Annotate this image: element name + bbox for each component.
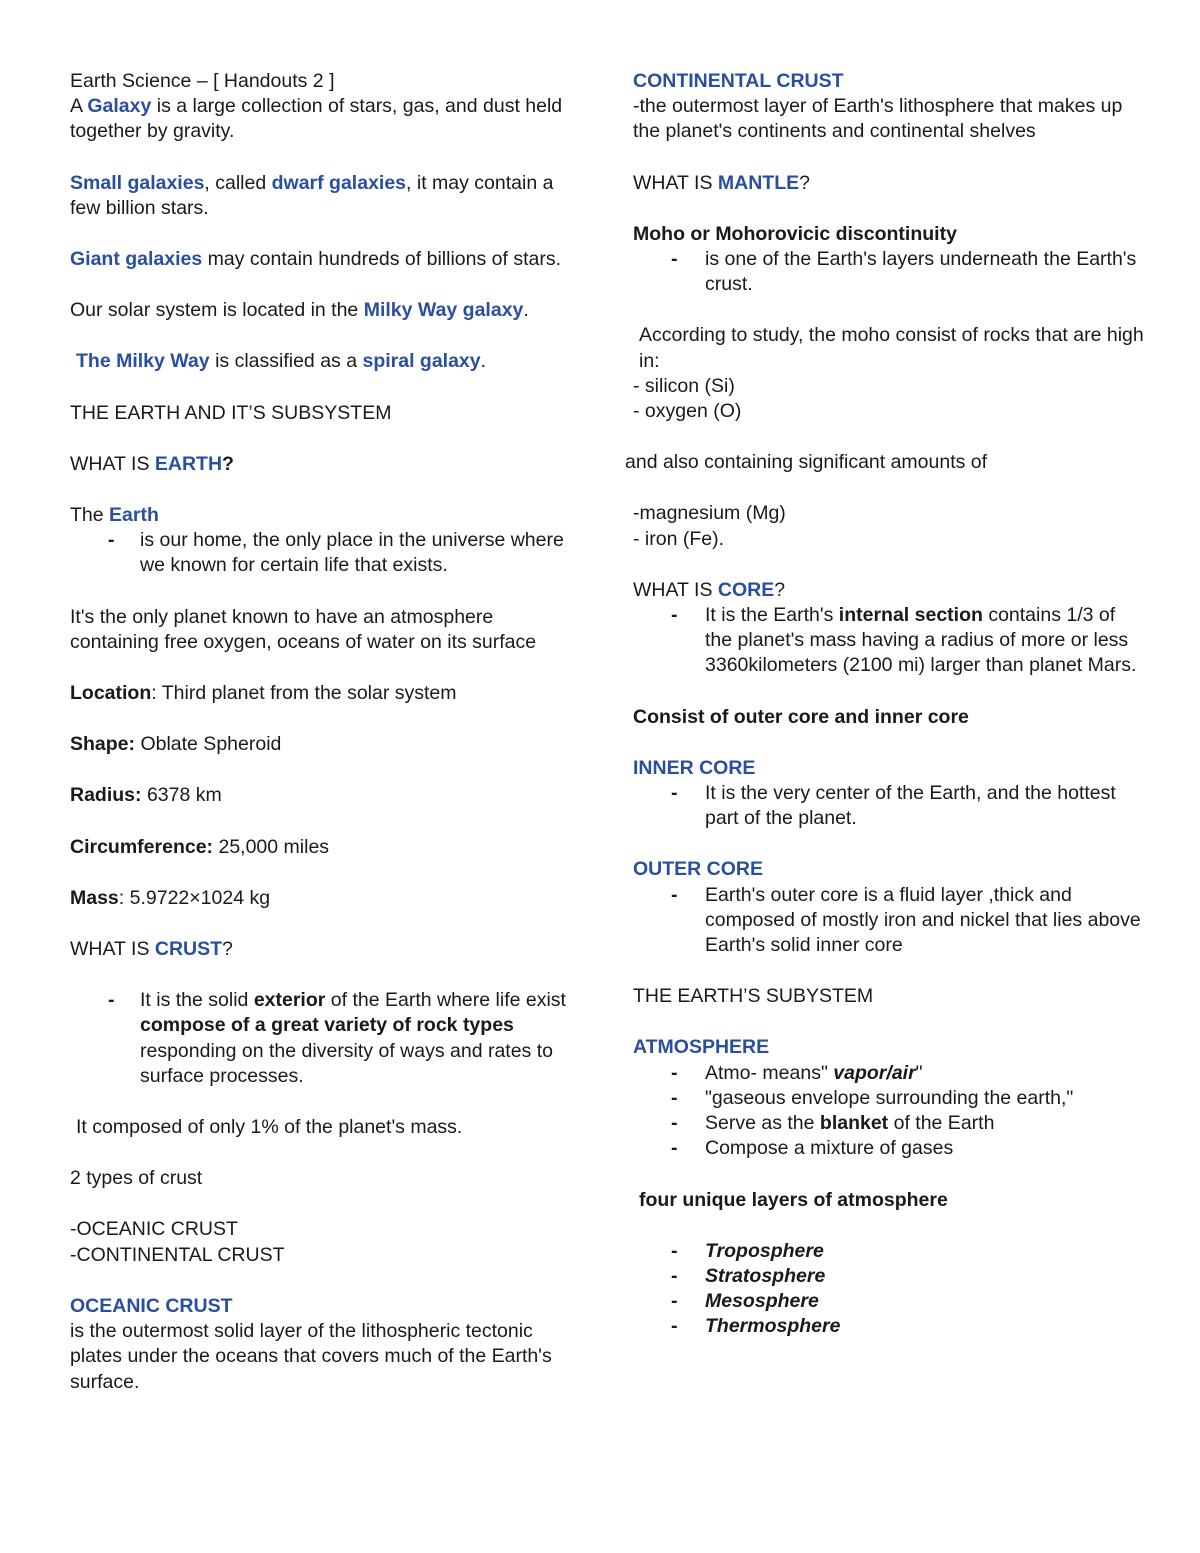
earth-bullet	[62, 528, 582, 578]
crust-mass-paragraph: It composed of only 1% of the planet's mass.	[76, 1116, 463, 1139]
atmosphere-bullet	[625, 1086, 1145, 1111]
giant-galaxies-term: Giant galaxies	[70, 248, 203, 271]
text: Serve as the	[705, 1112, 820, 1135]
small-galaxies-term: Small galaxies	[70, 171, 205, 194]
text: "	[915, 1061, 923, 1084]
layer-item	[625, 1314, 1145, 1339]
bold-text: internal section	[838, 604, 983, 627]
core-term: CORE	[717, 578, 775, 601]
bullet-dash-icon: -	[671, 604, 678, 627]
bullet-dash-icon: -	[671, 1264, 678, 1287]
text: , called	[204, 171, 272, 194]
what-is-core-heading	[625, 578, 1145, 603]
text: WHAT IS	[70, 452, 155, 475]
fact-value: Third planet from the solar system	[161, 682, 457, 705]
text: Compose a mixture of gases	[705, 1137, 954, 1160]
text: may contain hundreds of billions of stars.	[202, 248, 562, 271]
continental-crust-heading	[625, 69, 1145, 94]
text: OUTER CORE	[633, 858, 764, 881]
atmosphere-bullet	[625, 1136, 1145, 1161]
fact-label: Radius:	[70, 784, 142, 807]
text: ?	[774, 578, 786, 601]
fact-radius	[62, 783, 582, 808]
text: , it may contain a few billion stars.	[70, 171, 554, 219]
layer-item	[625, 1289, 1145, 1314]
fact-label: Location	[70, 682, 152, 705]
fact-circumference	[62, 835, 582, 860]
atmosphere-heading	[625, 1035, 1145, 1060]
layer-item	[625, 1264, 1145, 1289]
layer-item	[625, 1239, 1145, 1264]
text: It is the solid	[140, 989, 254, 1012]
bold-text: blanket	[819, 1112, 889, 1135]
text: of the Earth	[888, 1112, 995, 1135]
element-item: -magnesium (Mg)	[633, 502, 786, 525]
left-column	[62, 69, 582, 1395]
fact-label: Shape:	[70, 733, 136, 756]
bullet-dash-icon: -	[671, 1137, 678, 1160]
outer-core-heading	[625, 857, 1145, 882]
fact-label: Circumference:	[70, 835, 214, 858]
bullet-dash-icon: -	[671, 1086, 678, 1109]
core-consist-heading: Consist of outer core and inner core	[633, 705, 969, 728]
text: Earth's outer core is a fluid layer ,thick and composed of mostly iron and nickel that lies above Earth's solid inner core	[705, 883, 1141, 957]
text: ?	[222, 938, 233, 961]
fact-mass	[62, 886, 582, 911]
galaxy-definition	[62, 94, 582, 144]
text: WHAT IS	[633, 578, 718, 601]
moho-heading: Moho or Mohorovicic discontinuity	[633, 222, 957, 245]
what-is-earth-heading	[62, 452, 582, 477]
milky-way-term: The Milky Way	[76, 350, 210, 373]
text: OCEANIC CRUST	[70, 1294, 233, 1317]
text: is the outermost solid layer of the lithospheric tectonic plates under the oceans that covers much of the Earth's surface.	[70, 1320, 552, 1393]
bullet-dash-icon: -	[671, 248, 678, 271]
core-bullet	[625, 603, 1145, 679]
layer-name: Mesosphere	[705, 1290, 819, 1313]
bullet-dash-icon: -	[671, 1061, 678, 1084]
oceanic-crust-text	[62, 1319, 582, 1395]
element-item: - iron (Fe).	[633, 527, 725, 550]
text: WHAT IS	[70, 938, 155, 961]
text: of the Earth where life exist	[325, 989, 566, 1012]
bold-text: exterior	[253, 989, 326, 1012]
bullet-dash-icon: -	[108, 529, 115, 552]
bullet-dash-icon: -	[671, 782, 678, 805]
what-is-mantle-heading	[625, 171, 1145, 196]
only-planet-paragraph: It's the only planet known to have an atmosphere containing free oxygen, oceans of water on its surface	[70, 605, 537, 653]
bold-text: compose of a great variety of rock types	[140, 1014, 514, 1037]
what-is-crust-heading	[62, 937, 582, 962]
inner-core-heading	[625, 756, 1145, 781]
crust-type-item: -OCEANIC CRUST	[70, 1218, 238, 1241]
outer-core-bullet	[625, 883, 1145, 959]
fact-label: Mass	[70, 886, 119, 909]
milky-way-term: Milky Way galaxy	[363, 299, 524, 322]
text: is a large collection of stars, gas, and dust held together by gravity.	[70, 95, 563, 143]
text: responding on the diversity of ways and rates to surface processes.	[140, 1039, 553, 1087]
bullet-dash-icon: -	[108, 989, 115, 1012]
mantle-term: MANTLE	[717, 171, 800, 194]
atmosphere-layers-heading: four unique layers of atmosphere	[639, 1188, 948, 1211]
earth-subsystem-heading: THE EARTH’S SUBYSTEM	[633, 985, 874, 1008]
text: :	[151, 682, 162, 705]
inner-core-bullet	[625, 781, 1145, 831]
text: It is the Earth's	[705, 604, 839, 627]
text: .	[523, 299, 529, 322]
crust-types-heading: 2 types of crust	[70, 1167, 203, 1190]
bullet-dash-icon: -	[671, 1239, 678, 1262]
spiral-galaxy-paragraph	[62, 349, 582, 374]
text: The	[70, 504, 110, 527]
layer-name: Troposphere	[705, 1239, 824, 1262]
moho-study-paragraph: According to study, the moho consist of rocks that are high in:	[639, 324, 1144, 372]
text: Our solar system is located in the	[70, 299, 364, 322]
atmosphere-layers-list	[625, 1239, 1145, 1340]
right-column	[625, 69, 1145, 1340]
atmosphere-bullet	[625, 1111, 1145, 1136]
subsystem-heading: THE EARTH AND IT’S SUBSYSTEM	[70, 401, 392, 424]
fact-value: 25,000 miles	[218, 835, 330, 858]
text: INNER CORE	[633, 756, 756, 779]
oceanic-crust-heading	[62, 1294, 582, 1319]
text: WHAT IS	[633, 171, 718, 194]
fact-location	[62, 681, 582, 706]
crust-term: CRUST	[154, 938, 223, 961]
the-earth-label	[62, 503, 582, 528]
element-item: - oxygen (O)	[633, 400, 742, 423]
moho-bullet	[625, 247, 1145, 297]
crust-type-item: -CONTINENTAL CRUST	[70, 1243, 285, 1266]
text: :	[118, 886, 130, 909]
also-containing-paragraph: and also containing significant amounts of	[625, 451, 988, 474]
dwarf-galaxies-term: dwarf galaxies	[271, 171, 407, 194]
text: ?	[222, 452, 234, 475]
text: It is the very center of the Earth, and the hottest part of the planet.	[705, 782, 1116, 830]
fact-shape	[62, 732, 582, 757]
giant-galaxies-paragraph	[62, 247, 582, 272]
bullet-dash-icon: -	[671, 1112, 678, 1135]
layer-name: Thermosphere	[705, 1315, 841, 1338]
fact-value: 6378 km	[146, 784, 222, 807]
continental-crust-text: -the outermost layer of Earth's lithosphere that makes up the planet's continents and continental shelves	[633, 95, 1123, 143]
bullet-dash-icon: -	[671, 1315, 678, 1338]
text: ATMOSPHERE	[633, 1036, 770, 1059]
text: CONTINENTAL CRUST	[633, 70, 844, 92]
galaxy-term: Galaxy	[87, 95, 152, 118]
text: "gaseous envelope surrounding the earth,"	[705, 1086, 1074, 1109]
earth-term: EARTH	[154, 452, 223, 475]
text: is one of the Earth's layers underneath the Earth's crust.	[705, 248, 1137, 296]
text: Atmo- means"	[705, 1061, 834, 1084]
fact-value: 5.9722×1024 kg	[129, 886, 271, 909]
bold-italic-text: vapor/air	[833, 1061, 916, 1084]
solar-system-paragraph	[62, 298, 582, 323]
text: contains 1/3 of the planet's mass having a radius of more or less 3360kilometers (2100 mi) larger than planet Mars.	[705, 604, 1137, 677]
bullet-dash-icon: -	[671, 883, 678, 906]
small-galaxies-paragraph	[62, 171, 582, 221]
layer-name: Stratosphere	[705, 1264, 826, 1287]
fact-value: Oblate Spheroid	[140, 733, 282, 756]
text: A	[70, 95, 88, 118]
earth-term: Earth	[109, 504, 159, 527]
element-item: - silicon (Si)	[633, 374, 735, 397]
text: ?	[799, 171, 810, 194]
spiral-galaxy-term: spiral galaxy	[362, 350, 481, 373]
atmosphere-bullet	[625, 1061, 1145, 1086]
text: is our home, the only place in the universe where we known for certain life that exists.	[140, 529, 564, 577]
text: .	[480, 350, 487, 373]
bullet-dash-icon: -	[671, 1290, 678, 1313]
document-title: Earth Science – [ Handouts 2 ]	[70, 70, 335, 92]
text: is classified as a	[209, 350, 363, 373]
crust-bullet	[62, 988, 582, 1089]
